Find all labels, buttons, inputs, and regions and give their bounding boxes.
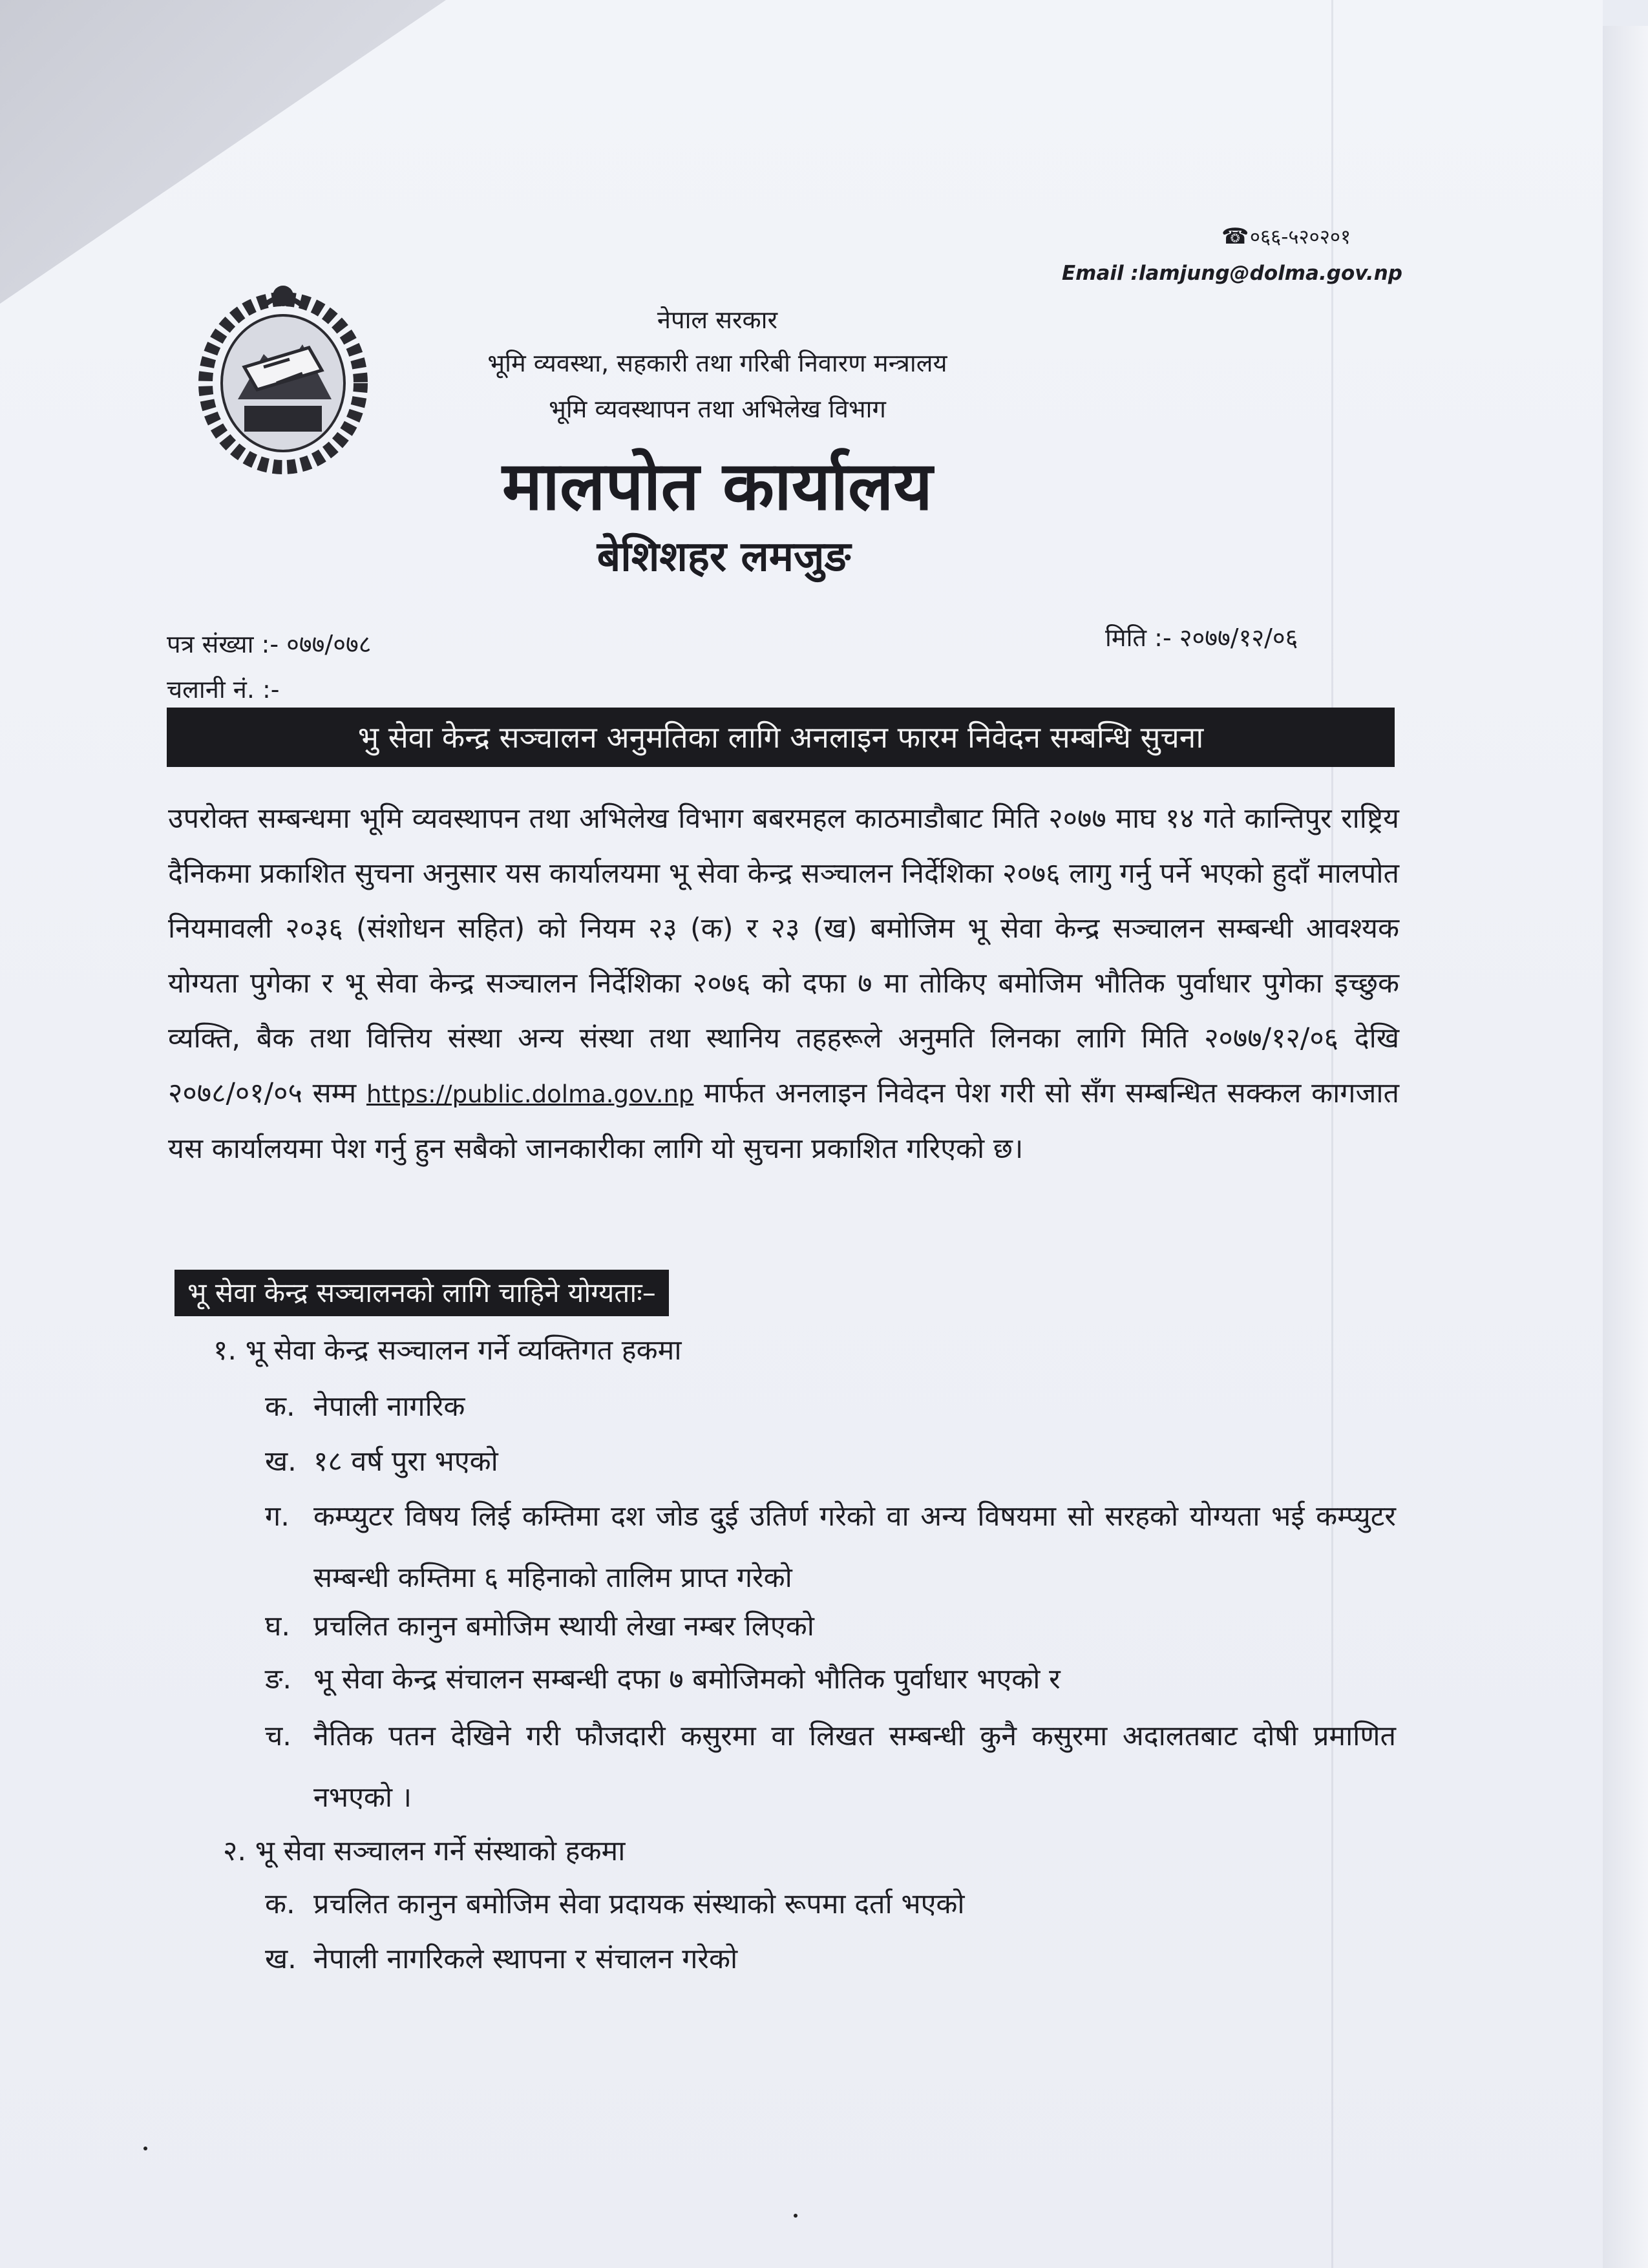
list-item-text: कम्प्युटर विषय लिई कम्तिमा दश जोड दुई उतिर्ण गरेको वा अन्य विषयमा सो सरहको योग्यता भई कम्प्युटर सम्बन्धी कम्तिमा ६ महिनाको तालिम प्राप्त गरेको [313,1500,1396,1594]
letter-number: पत्र संख्या :- ०७७/०७८ [167,630,372,658]
list-marker: ङ. [265,1663,292,1696]
list-item [265,1444,498,1480]
list-marker: घ. [265,1610,291,1643]
ink-speck [794,2214,798,2218]
list-item [265,1942,737,1977]
list-marker: क. [265,1888,295,1920]
notice-title-banner: भु सेवा केन्द्र सञ्चालन अनुमतिका लागि अनलाइन फारम निवेदन सम्बन्धि सुचना [167,708,1395,767]
list-item-text: भू सेवा केन्द्र संचालन सम्बन्धी दफा ७ बमोजिमको भौतिक पुर्वाधार भएको र [313,1663,1061,1696]
body-text-part2: मार्फत अनलाइन निवेदन पेश गरी सो सँग सम्बन्धित सक्कल कागजात यस कार्यालयमा पेश गर्नु हुन सबैको जानकारीका लागि यो सुचना प्रकाशित गरिएको छ। [168,1077,1400,1165]
email-address: Email :lamjung@dolma.gov.np [1062,262,1402,285]
dispatch-number: चलानी नं. :- [167,675,280,704]
list-item-text: नेपाली नागरिक [313,1391,465,1423]
list-marker: ख. [265,1445,297,1478]
government-name: नेपाल सरकार [657,306,778,334]
list-item [265,1389,465,1425]
section1-heading: १. भू सेवा केन्द्र सञ्चालन गर्ने व्यक्तिगत हकमा [213,1334,682,1367]
paper-edge [1596,26,1648,2268]
list-item [265,1662,1061,1697]
office-title: मालपोत कार्यालय [502,446,933,525]
notice-body [168,792,1399,1177]
list-item-text: प्रचलित कानुन बमोजिम सेवा प्रदायक संस्थाको रूपमा दर्ता भएको [313,1888,965,1920]
ink-speck [143,2147,147,2150]
phone-line [1221,223,1351,250]
qualifications-heading: भू सेवा केन्द्र सञ्चालनको लागि चाहिने योग्यताः– [174,1270,669,1316]
list-item [265,1887,965,1922]
list-item [265,1609,814,1644]
telephone-icon: ☎ [1221,224,1249,249]
list-item-text: नेपाली नागरिकले स्थापना र संचालन गरेको [313,1943,738,1975]
list-marker: ग. [265,1500,290,1533]
list-marker: च. [265,1720,291,1752]
list-marker: क. [265,1391,295,1423]
department-name: भूमि व्यवस्थापन तथा अभिलेख विभाग [549,395,886,423]
list-marker: ख. [265,1943,297,1975]
letter-date: मिति :- २०७७/१२/०६ [1105,624,1298,652]
ministry-name: भूमि व्यवस्था, सहकारी तथा गरिबी निवारण मन्त्रालय [487,349,947,377]
office-location: बेशिशहर लमजुङ [597,533,851,581]
phone-number: ०६६-५२०२०१ [1249,226,1351,249]
section2-heading: २. भू सेवा सञ्चालन गर्ने संस्थाको हकमा [223,1835,626,1867]
list-item-text: प्रचलित कानुन बमोजिम स्थायी लेखा नम्बर लिएको [313,1610,814,1643]
online-portal-link[interactable]: https://public.dolma.gov.np [366,1080,694,1108]
list-item-text: नैतिक पतन देखिने गरी फौजदारी कसुरमा वा लिखत सम्बन्धी कुनै कसुरमा अदालतबाट दोषी प्रमाणित नभएको । [313,1720,1396,1814]
body-text-part1: उपरोक्त सम्बन्धमा भूमि व्यवस्थापन तथा अभिलेख विभाग बबरमहल काठमाडौबाट मिति २०७७ माघ १४ गते कान्तिपुर राष्ट्रिय दैनिकमा प्रकाशित सुचना अनुसार यस कार्यालयमा भू सेवा केन्द्र सञ्चालन निर्देशिका २०७६ लागु गर्नु पर्ने भएको हुदाँ मालपोत नियमावली २०३६ (संशोधन सहित) को नियम २३ (क) र २३ (ख) बमोजिम भू सेवा केन्द्र सञ्चालन सम्बन्धी आवश्यक योग्यता पुगेका र भू सेवा केन्द्र सञ्चालन निर्देशिका २०७६ को दफा ७ मा तोकिए बमोजिम भौतिक पुर्वाधार पुगेका इच्छुक व्यक्ति, बैक तथा वित्तिय संस्था अन्य संस्था तथा स्थानिय तहहरूले अनुमति लिनका लागि मिति २०७७/१२/०६ देखि २०७८/०१/०५ सम्म [168,803,1399,1109]
list-item-text: १८ वर्ष पुरा भएको [313,1445,498,1478]
